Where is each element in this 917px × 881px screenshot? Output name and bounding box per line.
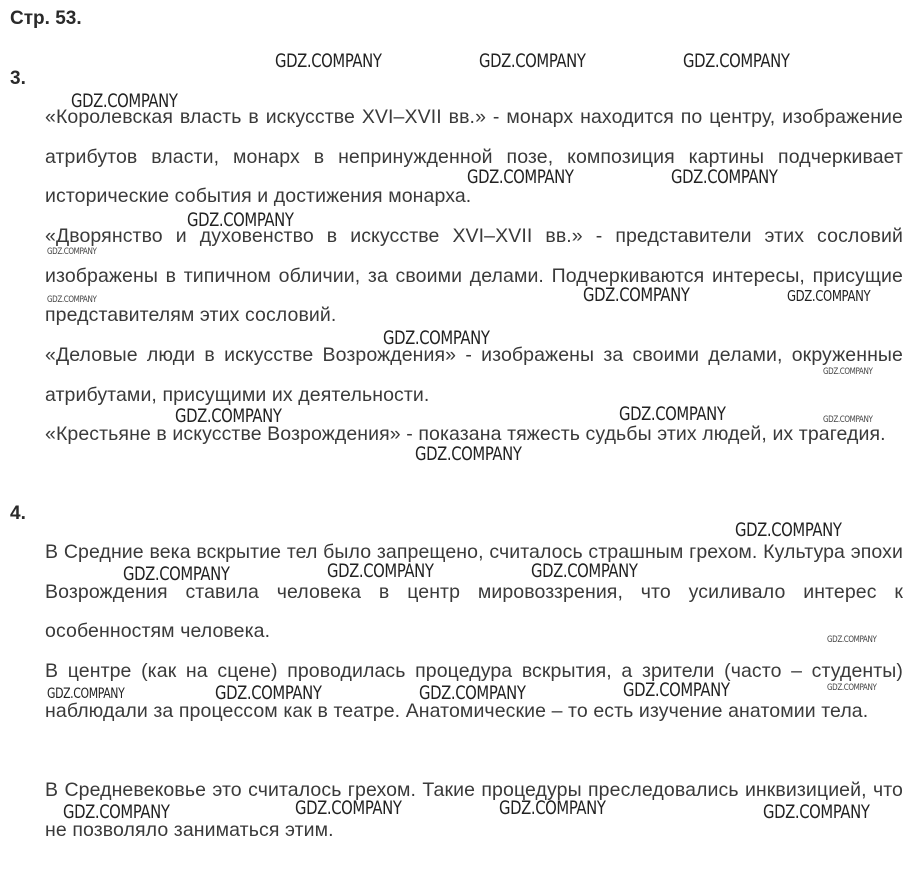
watermark: GDZ.COMPANY	[823, 367, 873, 377]
paragraph: «Королевская власть в искусстве XVI–XVII вв.» - монарх находится по центру, изображение атрибутов власти, монарх в непринужденной позе, композиция картины подчеркивает исторические события и достижения монарха.	[45, 106, 903, 207]
watermark: GDZ.COMPANY	[479, 50, 586, 72]
watermark: GDZ.COMPANY	[123, 563, 230, 585]
watermark: GDZ.COMPANY	[175, 405, 282, 427]
watermark: GDZ.COMPANY	[275, 50, 382, 72]
watermark: GDZ.COMPANY	[583, 284, 690, 306]
watermark: GDZ.COMPANY	[71, 90, 178, 112]
watermark: GDZ.COMPANY	[827, 683, 877, 693]
watermark: GDZ.COMPANY	[683, 50, 790, 72]
watermark: GDZ.COMPANY	[47, 686, 125, 702]
watermark: GDZ.COMPANY	[467, 166, 574, 188]
watermark: GDZ.COMPANY	[787, 287, 871, 305]
watermark: GDZ.COMPANY	[763, 801, 870, 823]
watermark: GDZ.COMPANY	[623, 679, 730, 701]
watermark: GDZ.COMPANY	[47, 295, 97, 305]
watermark: GDZ.COMPANY	[47, 247, 97, 257]
watermark: GDZ.COMPANY	[187, 209, 294, 231]
watermark: GDZ.COMPANY	[619, 403, 726, 425]
watermark: GDZ.COMPANY	[215, 682, 322, 704]
watermark: GDZ.COMPANY	[419, 682, 526, 704]
watermark: GDZ.COMPANY	[671, 166, 778, 188]
watermark: GDZ.COMPANY	[415, 443, 522, 465]
watermark: GDZ.COMPANY	[295, 797, 402, 819]
watermark: GDZ.COMPANY	[735, 519, 842, 541]
section-3-number: 3.	[10, 68, 26, 89]
paragraph: В центре (как на сцене) проводилась процедура вскрытия, а зрители (часто – студенты) наблюдали за процессом как в театре. Анатомические – то есть изучение анатомии тела.	[45, 660, 903, 722]
watermark: GDZ.COMPANY	[827, 635, 877, 645]
watermark: GDZ.COMPANY	[499, 797, 606, 819]
watermark: GDZ.COMPANY	[383, 327, 490, 349]
watermark: GDZ.COMPANY	[327, 560, 434, 582]
paragraph: «Крестьяне в искусстве Возрождения» - показана тяжесть судьбы этих людей, их трагедия.	[45, 423, 886, 445]
paragraph: В Средние века вскрытие тел было запрещено, считалось страшным грехом. Культура эпохи Возрождения ставила человека в центр мировоззрения, что усиливало интерес к особенностям человека.	[45, 541, 903, 642]
page-heading: Стр. 53.	[10, 8, 82, 29]
paragraph: «Дворянство и духовенство в искусстве XVI–XVII вв.» - представители этих сословий изображены в типичном обличии, за своими делами. Подчеркиваются интересы, присущие представителям этих сословий.	[45, 225, 903, 326]
watermark: GDZ.COMPANY	[531, 560, 638, 582]
paragraph: «Деловые люди в искусстве Возрождения» - изображены за своими делами, окруженные атрибутами, присущими их деятельности.	[45, 344, 903, 406]
watermark: GDZ.COMPANY	[823, 415, 873, 425]
section-4-number: 4.	[10, 503, 26, 524]
watermark: GDZ.COMPANY	[63, 801, 170, 823]
paragraph: В Средневековье это считалось грехом. Такие процедуры преследовались инквизицией, что не позволяло заниматься этим.	[45, 779, 903, 841]
